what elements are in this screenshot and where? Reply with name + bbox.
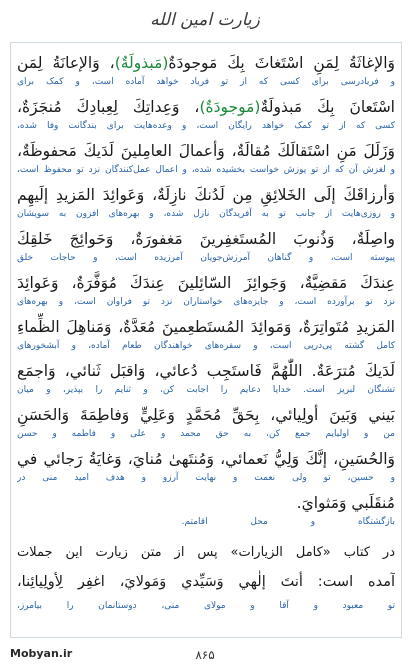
prayer-text-box <box>10 42 402 638</box>
arabic-line: لَدَيكَ مُترَعَةٌ. اللّٰهُمَّ فَاستَجِب دُعائي، وَاقبَل ثَنائي، وَاجمَع <box>17 362 395 380</box>
arabic-line: وَزَلَلَ مَنِ اسْتَقالَكَ مُقالَةٌ، وَأعمالَ العامِلينَ لَدَيكَ مَحفوظَةٌ، <box>17 142 395 160</box>
page <box>4 4 406 666</box>
text-line <box>11 313 401 357</box>
translation-line: و حسین، تو ولی نعمت و نهایت آرزو و هدف امید منی در <box>17 473 395 483</box>
text-line <box>11 269 401 313</box>
arabic-line: المَزيدِ مُتَواتِرَةٌ، وَمَوائِدَ المُستَطعِمينَ مُعَدَّةٌ، وَمَناهِلَ الظِّماءِ <box>17 318 395 336</box>
arabic-line: وَالإغاثَةُ لِمَنِ اسْتَغاثَ بِكَ مَوجودَةٌ(مَبذولَةٌ)، وَالإعانَةُ لِمَن <box>17 54 395 72</box>
translation-line: بازگشتگاه و محل اقامتم. <box>181 517 395 527</box>
arabic-line: بَيني وَبَينَ أولِيائي، بِحَقِّ مُحَمَّدٍ وَعَلِيٍّ وَفاطِمَةَ وَالحَسَنِ <box>17 406 395 424</box>
page-number: ۸۶۵ <box>195 648 215 662</box>
translation-line: کسی که از تو کمک خواهد رایگان است، و وعده‌هایت برای بندگانت وفا شده، <box>17 121 395 131</box>
page-header <box>4 10 406 38</box>
translation-line: و فریادرسی برای کسی که از تو فریاد خواهد آماده است، و کمک برای <box>17 77 395 87</box>
text-line <box>11 357 401 401</box>
translation-line: و روزی‌هایت از جانب تو به آفریدگان نازل شده، و بهره‌های افزون به سویشان <box>17 209 395 219</box>
arabic-line: مُنقَلَبي وَمَثوايَ. <box>296 494 395 512</box>
translation-line: نزد تو برآورده است، و جایزه‌های خواستاران نزد تو فراوان است، و بهره‌های <box>17 297 395 307</box>
translation-line: کامل گشته پی‌درپی است، و سفره‌های خواهندگان طعام آماده، و آبشخورهای <box>17 341 395 351</box>
text-line <box>11 489 401 533</box>
translation-line: تشنگان لبریز است. خدایا دعایم را اجابت کن، و ثنایم را بپذیر، و میان <box>17 385 395 395</box>
text-line <box>11 401 401 445</box>
text-line <box>11 225 401 269</box>
arabic-line: اسْتَعانَ بِكَ مَبذولَةٌ(مَوجودَةٌ)، وَعِداتِكَ لِعِبادِكَ مُنجَزَةٌ، <box>17 98 395 116</box>
translation-line: پیوسته است، و گناهان آمرزش‌جویان آمرزیده است، و حاجات خلق <box>17 253 395 263</box>
text-line <box>11 93 401 137</box>
source-note-arabic: آمده است: أنتَ إلٰهي وَسَيِّدي وَمَولايَ، اغفِر لِأولِيائِنا، <box>17 574 395 590</box>
arabic-line: وَالحُسَينِ، إنَّكَ وَلِيُّ نَعمائي، وَمُنتَهىٰ مُنايَ، وَغايَةُ رَجائي في <box>17 450 395 468</box>
text-line <box>11 49 401 93</box>
source-note-translation: تو معبود و آقا و مولای منی، دوستانمان را بیامرز، <box>17 601 395 611</box>
page-title: زیارت امین الله <box>150 10 260 30</box>
text-line <box>11 181 401 225</box>
variant-reading: (مَوجودَةٌ) <box>199 98 261 116</box>
arabic-line: عِندَكَ مَقضِيَّةٌ، وَجَوائِزَ السّائِلينَ عِندَكَ مُوَفَّرَةٌ، وَعَوائِدَ <box>17 274 395 292</box>
arabic-line: واصِلَةٌ، وَذُنوبَ المُستَغفِرينَ مَغفورَةٌ، وَحَوائِجَ خَلقِكَ <box>17 230 395 248</box>
text-line <box>11 445 401 489</box>
variant-reading: (مَبذولَةٌ) <box>114 54 169 72</box>
arabic-line: وَأرزاقَكَ إلَى الخَلائِقِ مِن لَدُنكَ نازِلَةٌ، وَعَوائِدَ المَزيدِ إلَيهِم <box>17 186 395 204</box>
translation-line: من و اولیایم جمع کن، به حق محمد و علی و فاطمه و حسن <box>17 429 395 439</box>
site-watermark: Mobyan.ir <box>10 647 73 660</box>
source-note: در کتاب «کامل الزیارات» پس از متن زیارت این جملات <box>17 545 395 560</box>
translation-line: و لغزش آن که از تو پوزش خواست بخشیده شده، و اعمال عمل‌کنندگان نزد تو محفوظ است، <box>17 165 395 175</box>
text-line <box>11 137 401 181</box>
